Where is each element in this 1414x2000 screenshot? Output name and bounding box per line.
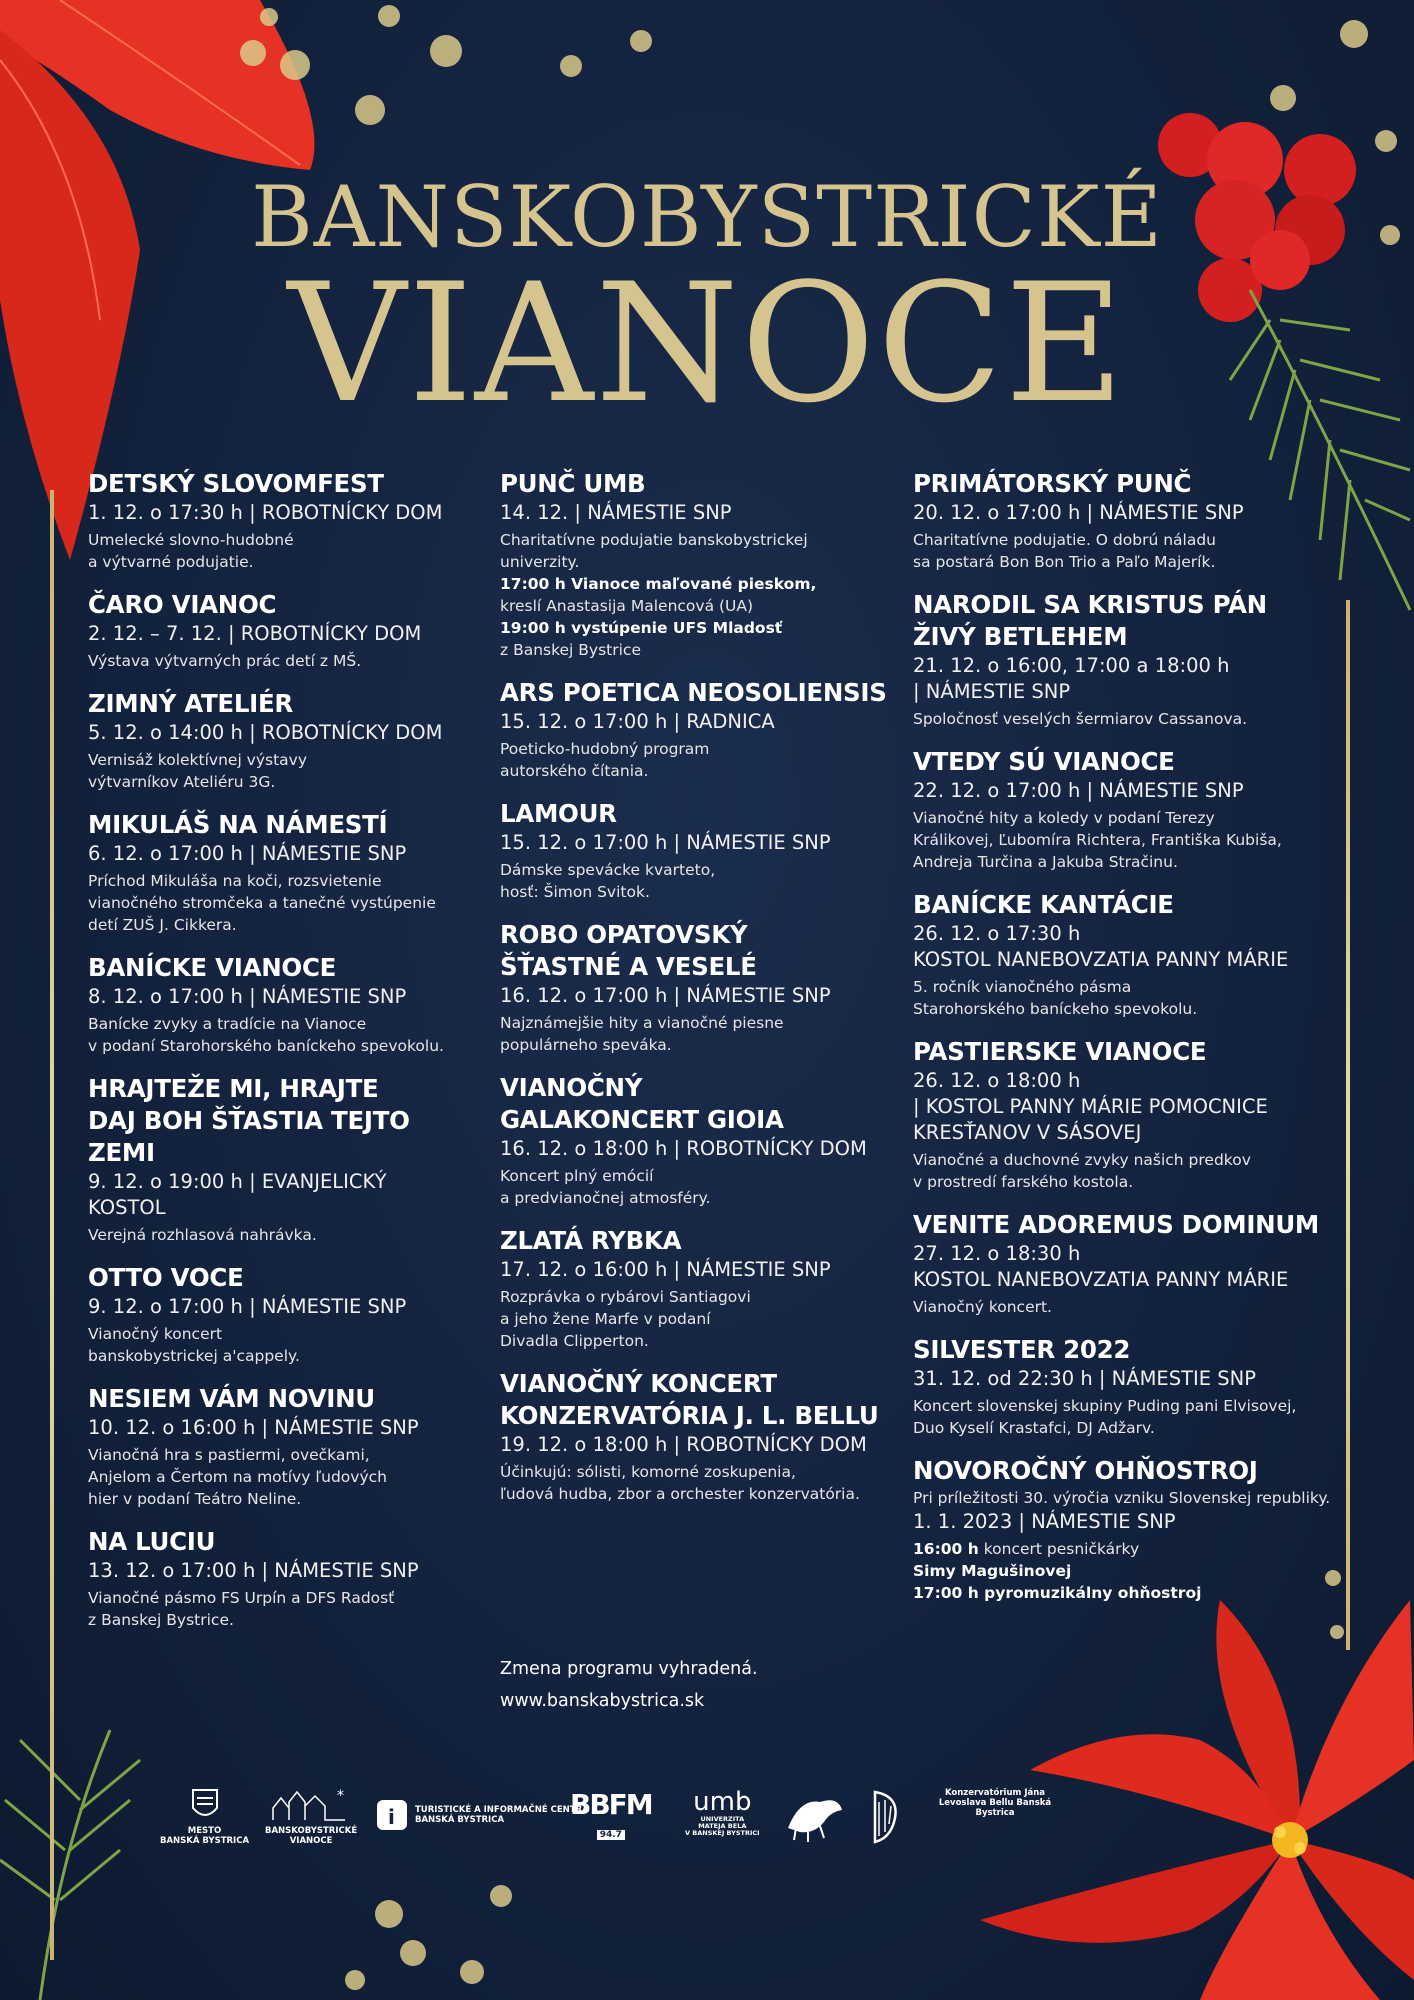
event-title: PRIMÁTORSKÝ PUNČ [913,469,1192,498]
event-item [500,919,900,1056]
event-description: Vianočný koncert. [913,1298,1052,1316]
umb-wordmark: umb [693,1787,752,1817]
event-item [88,952,468,1057]
event-date-venue: 20. 12. o 17:00 h | NÁMESTIE SNP [913,501,1244,524]
gold-dot [430,35,462,67]
event-title: MIKULÁŠ NA NÁMESTÍ [88,810,388,839]
gold-dot [460,1960,484,1984]
event-item [88,809,468,936]
event-schedule-time: 16:00 h [913,1540,979,1558]
event-item [913,589,1353,730]
gold-dot [560,55,582,77]
event-item [88,1383,468,1510]
logo-part: * [337,1788,345,1804]
event-item [913,468,1353,573]
event-date-venue: 15. 12. o 17:00 h | RADNICA [500,710,775,733]
logo-part [788,1800,842,1832]
event-title: VIANOČNÝ GALAKONCERT GIOIA [500,1073,784,1134]
music-logo [865,1788,909,1850]
website-link[interactable]: www.banskabystrica.sk [500,1691,705,1711]
event-description: Umelecké slovno-hudobné a výtvarné podujatie. [88,531,294,571]
event-schedule-line [500,573,900,595]
event-description: Vianočné hity a koledy v podaní Terezy Králikovej, Ľubomíra Richtera, Františka Kubiša, Andreja Turčina a Jakuba Stračinu. [913,809,1282,871]
program-column-1 [88,468,468,1647]
mesto-bb-logo [160,1788,249,1846]
event-item [88,1073,468,1246]
event-description: Rozprávka o rybárovi Santiagovi a jeho žene Marfe v podaní Divadla Clipperton. [500,1288,751,1350]
event-date-venue: 19. 12. o 18:00 h | ROBOTNÍCKY DOM [500,1433,867,1456]
event-description: Výstava výtvarných prác detí z MŠ. [88,652,362,670]
event-schedule-time: 17:00 h pyromuzikálny ohňostroj [913,1584,1202,1602]
event-title: BANÍCKE VIANOCE [88,953,337,982]
logo-part: UNIVERZITA MATEJA BELA V BANSKEJ BYSTRICI [685,1815,760,1837]
event-item [500,1072,900,1209]
gold-dot [490,1885,512,1907]
gold-dot [345,1970,365,1990]
logo-caption: TURISTICKÉ A INFORMAČNÉ CENTRÁ BANSKÁ BYSTRICA [415,1805,589,1825]
event-description: Účinkujú: sólisti, komorné zoskupenia, ľudová hudba, zbor a orchester konzervatória. [500,1463,860,1503]
event-item [500,1368,900,1505]
event-item [88,589,468,672]
event-description: Vianočná hra s pastiermi, ovečkami, Anjelom a Čertom na motívy ľudových hier v podaní Teátro Neline. [88,1446,387,1508]
logo-part [375,1798,589,1832]
bbfm-logo [570,1788,652,1841]
event-item [88,468,468,573]
event-item [913,1334,1353,1439]
program-change-note: Zmena programu vyhradená. [500,1659,758,1679]
gold-dot [378,5,400,27]
event-schedule-time: 17:00 h Vianoce maľované pieskom, [500,575,817,593]
event-item [500,468,900,661]
event-description: Vianočný koncert banskobystrickej a'cappely. [88,1325,300,1365]
folk-ensemble-logo [780,1788,850,1848]
event-title: VIANOČNÝ KONCERT KONZERVATÓRIA J. L. BELLU [500,1369,879,1430]
program-column-3 [913,468,1353,1620]
event-title: ZLATÁ RYBKA [500,1226,682,1255]
event-date-venue: 16. 12. o 18:00 h | ROBOTNÍCKY DOM [500,1137,867,1160]
event-item [88,1262,468,1367]
event-date-venue: 6. 12. o 17:00 h | NÁMESTIE SNP [88,842,407,865]
event-schedule-text: kreslí Anastasija Malencová (UA) [500,597,754,615]
gold-dot [355,95,385,125]
event-item [500,1225,900,1352]
event-item [88,1526,468,1631]
gold-dot [375,1900,403,1928]
event-schedule-time: Simy Magušinovej [913,1562,1072,1580]
event-title: BANÍCKE KANTÁCIE [913,890,1174,919]
event-description: Najznámejšie hity a vianočné piesne populárneho speváka. [500,1014,784,1054]
logo-part [273,1792,345,1820]
event-item [913,1209,1353,1318]
coat-of-arms-icon [185,1788,225,1822]
event-title: ČARO VIANOC [88,590,277,619]
event-item [913,1455,1353,1604]
event-description: Spoločnosť veselých šermiarov Cassanova. [913,710,1248,728]
event-description: Banícke zvyky a tradície na Vianoce v podaní Starohorského baníckeho spevokolu. [88,1015,444,1055]
event-title: NOVOROČNÝ OHŇOSTROJ [913,1456,1258,1485]
event-title: VTEDY SÚ VIANOCE [913,747,1175,776]
logo-part: i [388,1805,395,1829]
logo-caption: BANSKOBYSTRICKÉ VIANOCE [265,1826,358,1846]
partner-logos [160,1788,1060,1858]
event-item [913,889,1353,1020]
event-description: Dámske spevácke kvarteto, hosť: Šimon Svitok. [500,861,716,901]
gold-dot [1375,130,1397,152]
footer-note [500,1653,758,1717]
konzervatorium-logo [930,1788,1060,1818]
gold-dot [260,8,278,26]
event-title: PASTIERSKE VIANOCE [913,1037,1207,1066]
header-title: VIANOCE [287,248,1127,439]
event-item [500,677,900,782]
event-description: 5. ročník vianočného pásma Starohorského baníckeho spevokolu. [913,978,1198,1018]
event-schedule-line [913,1538,1353,1560]
event-schedule-time: 19:00 h vystúpenie UFS Mladosť [500,619,783,637]
event-date-venue: 8. 12. o 17:00 h | NÁMESTIE SNP [88,985,407,1008]
event-title: PUNČ UMB [500,469,646,498]
info-icon [375,1798,409,1832]
event-title: HRAJTEŽE MI, HRAJTE DAJ BOH ŠŤASTIA TEJTO ZEMI [88,1074,410,1167]
event-occasion: Pri príležitosti 30. výročia vzniku Slovenskej republiky. [913,1489,1331,1507]
gold-dot [400,1940,426,1966]
event-date-venue: 10. 12. o 16:00 h | NÁMESTIE SNP [88,1416,419,1439]
gold-dot [630,30,652,52]
event-title: ROBO OPATOVSKÝ ŠŤASTNÉ A VESELÉ [500,920,757,981]
event-title: NESIEM VÁM NOVINU [88,1384,375,1413]
event-schedule-text: z Banskej Bystrice [500,641,641,659]
event-title: SILVESTER 2022 [913,1335,1131,1364]
logo-caption: MESTO BANSKÁ BYSTRICA [160,1826,250,1846]
event-date-venue: 17. 12. o 16:00 h | NÁMESTIE SNP [500,1258,831,1281]
event-date-venue: 14. 12. | NÁMESTIE SNP [500,501,732,524]
town-skyline-icon [271,1788,351,1822]
event-description: Poeticko-hudobný program autorského čítania. [500,740,710,780]
bbfm-wordmark: BBFM [570,1788,652,1821]
event-date-venue: 27. 12. o 18:30 h KOSTOL NANEBOVZATIA PANNY MÁRIE [913,1242,1289,1291]
gold-dot [240,40,266,66]
event-description: Verejná rozhlasová nahrávka. [88,1226,317,1244]
event-schedule-text: koncert pesničkárky [978,1540,1140,1558]
bb-vianoce-logo [265,1788,357,1846]
gold-dot [280,50,310,80]
event-description: Charitatívne podujatie banskobystrickej univerzity. [500,531,808,571]
event-schedule-line [500,617,900,639]
logo-part: 94.7 [597,1830,625,1840]
event-description: Koncert slovenskej skupiny Puding pani Elvisovej, Duo Kyselí Krastafci, DJ Adžarv. [913,1397,1297,1437]
program-column-2 [500,468,900,1521]
event-date-venue: 22. 12. o 17:00 h | NÁMESTIE SNP [913,779,1244,802]
umb-logo [685,1788,760,1837]
event-description: Vernisáž kolektívnej výstavy výtvarníkov Ateliéru 3G. [88,751,308,791]
event-date-venue: 1. 1. 2023 | NÁMESTIE SNP [913,1510,1176,1533]
event-schedule-line [500,595,900,617]
event-description: Príchod Mikuláša na koči, rozsvietenie vianočného stromčeka a tanečné vystúpenie detí ZUŠ J. Cikkera. [88,872,436,934]
event-title: LAMOUR [500,799,617,828]
event-title: ZIMNÝ ATELIÉR [88,689,293,718]
event-date-venue: 26. 12. o 18:00 h | KOSTOL PANNY MÁRIE POMOCNICE KRESŤANOV V SÁSOVEJ [913,1069,1268,1144]
gold-dot [1330,1625,1344,1639]
event-date-venue: 16. 12. o 17:00 h | NÁMESTIE SNP [500,984,831,1007]
event-item [88,688,468,793]
event-item [913,1036,1353,1193]
event-description: Vianočné pásmo FS Urpín a DFS Radosť z Banskej Bystrice. [88,1589,395,1629]
gold-dot [1270,85,1296,111]
event-title: VENITE ADOREMUS DOMINUM [913,1210,1320,1239]
logo-part [197,1798,213,1804]
logo-caption: Konzervatórium Jána Levoslava Bellu Banská Bystrica [938,1788,1052,1818]
event-item [913,746,1353,873]
event-date-venue: 1. 12. o 17:30 h | ROBOTNÍCKY DOM [88,501,443,524]
event-date-venue: 5. 12. o 14:00 h | ROBOTNÍCKY DOM [88,721,443,744]
event-date-venue: 31. 12. od 22:30 h | NÁMESTIE SNP [913,1367,1257,1390]
harp-icon [865,1788,909,1846]
event-title: OTTO VOCE [88,1263,244,1292]
event-schedule-line [913,1560,1353,1582]
event-date-venue: 26. 12. o 17:30 h KOSTOL NANEBOVZATIA PANNY MÁRIE [913,922,1289,971]
event-title: NA LUCIU [88,1527,216,1556]
tic-logo [375,1798,589,1832]
event-date-venue: 21. 12. o 16:00, 17:00 a 18:00 h | NÁMESTIE SNP [913,654,1230,703]
header-subtitle: BANSKOBYSTRICKÉ [251,168,1163,266]
event-date-venue: 9. 12. o 17:00 h | NÁMESTIE SNP [88,1295,407,1318]
event-title: ARS POETICA NEOSOLIENSIS [500,678,887,707]
event-item [500,798,900,903]
event-description: Koncert plný emócií a predvianočnej atmosféry. [500,1167,711,1207]
logo-part [193,1790,217,1815]
event-schedule-line [913,1582,1353,1604]
event-date-venue: 13. 12. o 17:00 h | NÁMESTIE SNP [88,1559,419,1582]
event-date-venue: 2. 12. – 7. 12. | ROBOTNÍCKY DOM [88,622,422,645]
horse-icon [780,1788,850,1844]
event-description: Charitatívne podujatie. O dobrú náladu sa postará Bon Bon Trio a Paľo Majerík. [913,531,1217,571]
event-schedule-line [500,639,900,661]
event-date-venue: 15. 12. o 17:00 h | NÁMESTIE SNP [500,831,831,854]
event-description: Vianočné a duchovné zvyky našich predkov v prostredí farského kostola. [913,1151,1251,1191]
gold-dot [1340,20,1368,48]
event-title: NARODIL SA KRISTUS PÁN ŽIVÝ BETLEHEM [913,590,1267,651]
event-date-venue: 9. 12. o 19:00 h | EVANJELICKÝ KOSTOL [88,1170,387,1219]
pine-branch-bottom-icon [0,1730,140,2000]
event-title: DETSKÝ SLOVOMFEST [88,469,384,498]
gold-frame-left [50,490,54,1960]
